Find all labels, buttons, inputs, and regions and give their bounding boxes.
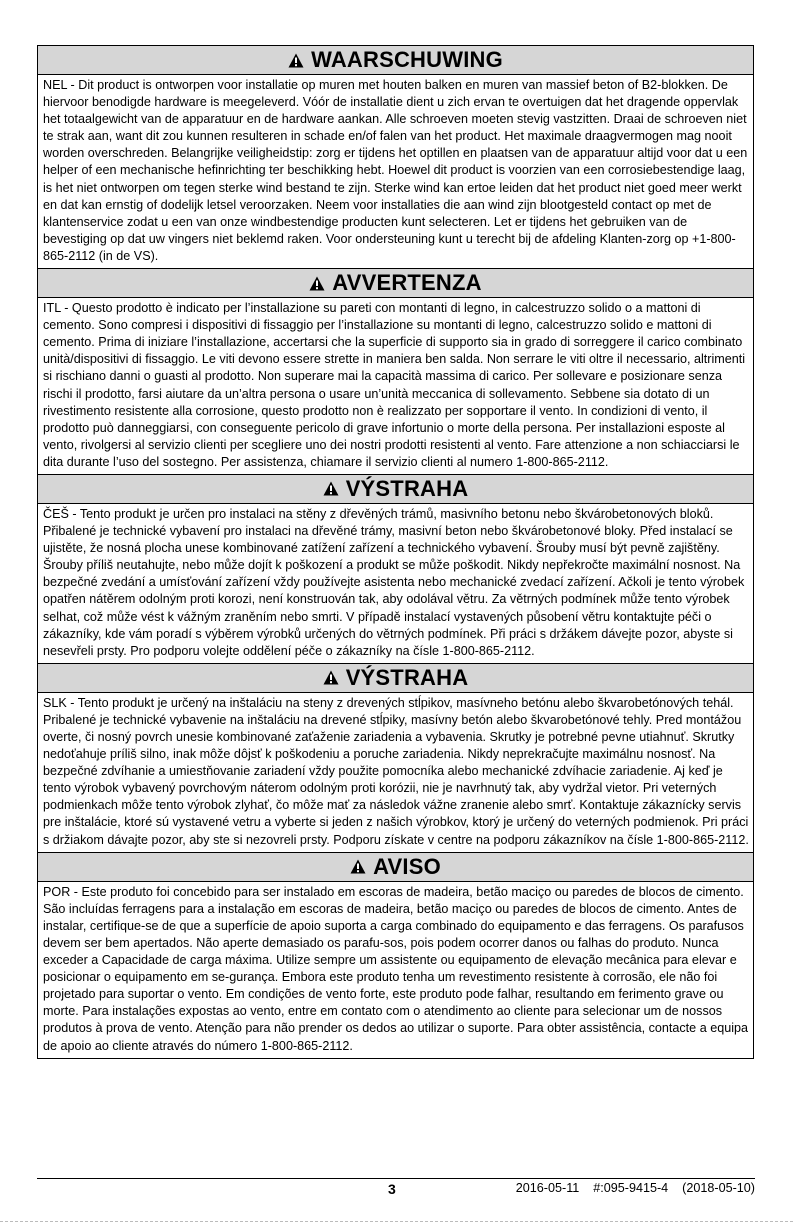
warning-triangle-icon <box>350 859 366 874</box>
section-heading-text: VÝSTRAHA <box>345 664 469 690</box>
section-body-text: ČEŠ - Tento produkt je určen pro instalaci na stěny z dřevěných trámů, masivního betonu nebo škvárobetonových bloků. Přibalené je technické vybavení pro instalaci na dřevěné trámy, masivní beton nebo škvárobetonové bloky. Před instalací se ujistěte, že nosná plocha unese kombinované zatížení zařízení a technického vybavení. Šrouby musí být pevně zajištěny. Šrouby příliš neutahujte, nebo může dojít k poškození a produkt se může poškodit. Nikdy nepřekročte maximální nosnost. Na bezpečné zvedání a umísťování zařízení vždy používejte asistenta nebo mechanické zvedací zařízení. Ačkoli je tento výrobek opatřen nátěrem odolným proti korozi, není konstruován tak, aby odolával větru. Za větrných podmínek může tento výrobek selhat, což může vést k vážným zraněním nebo smrti. V případě instalací vystavených působení větru kontaktujte péči o zákazníky, kde vám poradí s výběrem výrobků určených do větrných podmínek. Při práci s držákem dávejte pozor, abyste si nesevřeli prsty. Pro podporu volejte oddělení péče o zákazníky na čísle 1-800-865-2112. <box>43 506 745 658</box>
section-czech <box>38 474 753 663</box>
section-heading <box>38 268 753 298</box>
section-body-text: ITL - Questo prodotto è indicato per l’installazione su pareti con montanti di legno, in calcestruzzo solido o a mattoni di cemento. Sono compresi i dispositivi di fissaggio per l’installazione su montanti di legno, calcestruzzo solido e mattoni di cemento. Prima di iniziare l’installazione, accertarsi che la superficie di supporto sia in grado di sorreggere il carico combinato unità/dispositivi di fissaggio. Le viti devono essere strette in maniera ben salda. Non serrare le viti oltre il necessario, altrimenti si rischiano danni o guasti al prodotto. Non superare mai la capacità massima di carico. Per sollevare e posizionare senza rischi il prodotto, farsi aiutare da un’altra persona o usare un’unità meccanica di sollevamento. Sebbene sia dotato di un rivestimento resistente alla corrosione, questo prodotto non è realizzato per sopportare il vento. In condizioni di vento, il prodotto può danneggiarsi, con conseguente pericolo di grave infortunio o morte della persona. Per installazioni esposte al vento, rivolgersi al servizio clienti per scegliere uno dei nostri prodotti resistenti al vento. Fare attenzione a non schiacciarsi le dita durante l’uso del sostegno. Per assistenza, chiamare il servizio clienti al numero 1-800-865-2112. <box>43 301 746 469</box>
section-heading-text: AVVERTENZA <box>332 270 482 296</box>
section-heading <box>38 852 753 882</box>
page-number: 3 <box>388 1181 396 1197</box>
section-dutch <box>38 46 753 268</box>
section-body-text: POR - Este produto foi concebido para ser instalado em escoras de madeira, betão maciço ou paredes de blocos de cimento. São incluídas ferragens para a instalação em escoras de madeira, betão maciço ou paredes de blocos de cimento. Antes de instalar, certifique-se de que a superfície de apoio suporta a carga combinado do equipamento e das ferragens. Os parafusos devem ser bem apertados. Não aperte demasiado os parafu-sos, pois podem ocorrer danos ou falhas do produto. Nunca exceder a Capacidade de carga máxima. Utilize sempre um assistente ou equipamento de elevação mecânica para elevar e posicionar o equipamento em se-gurança. Embora este produto tenha um revestimento resistente à corrosão, ele não foi projetado para suportar o vento. Em condições de vento forte, este produto pode falhar, resultando em ferimento grave ou morte. Para instalações expostas ao vento, entre em contato com o atendimento ao cliente para selecionar um de nossos produtos à prova de vento. Atenção para não prender os dedos ao utilizar o suporte. Para obter assistência, contacte a equipa de apoio ao cliente através do número 1-800-865-2112. <box>43 884 749 1053</box>
section-heading <box>38 474 753 504</box>
document-info: 2016-05-11 #:095-9415-4 (2018-05-10) <box>515 1181 755 1195</box>
section-slovak <box>38 663 753 852</box>
section-body-text: SLK - Tento produkt je určený na inštaláciu na steny z drevených stĺpikov, masívneho betónu alebo škvarobetónových tehál. Pribalené je technické vybavenie na inštaláciu na drevené stĺpiky, masívny betón alebo škvarobetónové tehly. Pred montážou overte, či nosný povrch unesie kombinované zaťaženie zariadenia a vybavenia. Skrutky je potrebné pevne utiahnuť. Skrutky nedoťahuje príliš silno, inak môže dôjsť k poškodeniu a poruche zariadenia. Nikdy neprekračujte maximálnu nosnosť. Na bezpečné zdvíhanie a umiestňovanie zariadení vždy použite pomocníka alebo mechanické zdvíhacie zariadenie. Aj keď je tento výrobok vybavený povrchovým náterom odolným proti korózii, nie je navrhnutý tak, aby vydržal vietor. Pri veterných podmienkach môže tento výrobok zlyhať, čo môže mať za následok vážne zranenie alebo smrť. Kontaktuje zákaznícky servis pre inštalácie, ktoré sú vystavené vetru a vyberte si jeden z našich výrobkov, ktorý je určený do veterných podmienok. Pri práci s držiakom dávajte pozor, aby ste si nezovreli prsty. Podporu získate v centre na podporu zákazníkov na čísle 1-800-865-2112. <box>43 695 749 847</box>
section-heading-text: AVISO <box>373 853 441 879</box>
warning-box <box>37 45 754 1059</box>
page-edge-line <box>0 1221 793 1222</box>
section-heading-text: VÝSTRAHA <box>345 475 469 501</box>
footer-divider <box>37 1178 755 1179</box>
warning-triangle-icon <box>323 481 339 496</box>
warning-triangle-icon <box>309 276 325 291</box>
section-heading <box>38 663 753 693</box>
section-heading-text: WAARSCHUWING <box>311 47 503 72</box>
warning-triangle-icon <box>288 53 304 68</box>
section-heading <box>38 46 753 75</box>
warning-triangle-icon <box>323 670 339 685</box>
section-body-text: NEL - Dit product is ontworpen voor installatie op muren met houten balken en muren van massief beton of B2-blokken. De hiervoor benodigde hardware is meegeleverd. Vóór de installatie dient u zich ervan te overtuigen dat het dragende oppervlak het totaalgewicht van de apparatuur en de hardware aankan. Alle schroeven moeten stevig vastzitten. Draai de schroeven niet te strak aan, want dit zou kunnen resulteren in schade en/of falen van het product. Het maximale draagvermogen mag nooit worden overschreden. Belangrijke veiligheidstip: zorg er tijdens het optillen en plaatsen van de apparatuur altijd voor dat u een helper of een mechanische hefinrichting ter beschikking hebt. Hoewel dit product is voorzien van een corrosiebestendige laag, is het niet ontworpen om tegen sterke wind bestand te zijn. Sterke wind kan ertoe leiden dat het product niet goed meer werkt en dat kan ernstig of dodelijk letsel veroorzaken. Neem voor installaties die aan wind zijn blootgesteld contact op met de klantenservice zodat u een van onze windbestendige producten kunt selecteren. Let er tijdens het gebruiken van de bevestiging op dat uw vingers niet beklemd raken. Voor ondersteuning kunt u terecht bij de afdeling Klanten-zorg op +1-800-865-2112 (in de VS). <box>43 78 748 263</box>
section-italian <box>38 268 753 474</box>
section-portuguese <box>38 852 753 1058</box>
